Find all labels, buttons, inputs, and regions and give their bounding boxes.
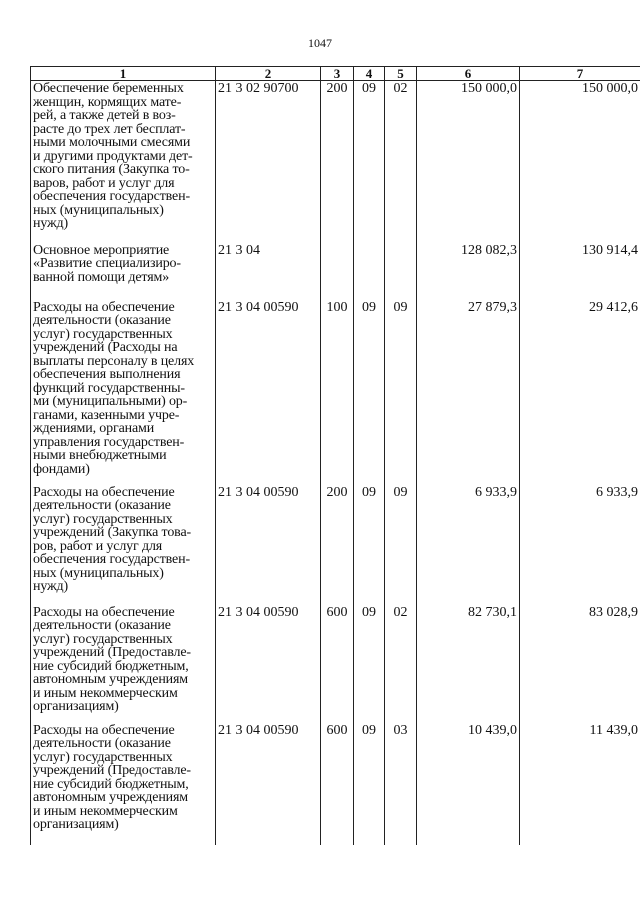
column-header-7: 7 (520, 67, 640, 81)
row-col4: 09 (354, 485, 385, 605)
row-col5: 03 (385, 723, 417, 845)
row-description-text: Расходы на обеспечение деятельности (оказание услуг) государственных учреждений (Предоставле- ние субсидий бюджетным, автономным учреждениям и иным некоммерческим организациям) (33, 604, 191, 714)
row-col3: 200 (321, 81, 354, 243)
row-amount-1: 82 730,1 (417, 605, 520, 723)
row-col3 (321, 243, 354, 300)
row-code: 21 3 04 00590 (216, 485, 321, 605)
table-row (31, 605, 640, 723)
row-description (31, 723, 216, 845)
row-amount-2: 150 000,0 (520, 81, 640, 243)
row-col3: 200 (321, 485, 354, 605)
row-col5: 09 (385, 300, 417, 485)
row-code: 21 3 04 (216, 243, 321, 300)
row-description-text: Основное мероприятие «Развитие специализиро- ванной помощи детям» (33, 242, 181, 285)
row-amount-2: 130 914,4 (520, 243, 640, 300)
row-description (31, 243, 216, 300)
table-row (31, 300, 640, 485)
row-description (31, 605, 216, 723)
row-col3: 600 (321, 605, 354, 723)
row-amount-1: 150 000,0 (417, 81, 520, 243)
row-code: 21 3 04 00590 (216, 723, 321, 845)
row-col4 (354, 243, 385, 300)
row-code: 21 3 04 00590 (216, 300, 321, 485)
row-col4: 09 (354, 605, 385, 723)
row-col5 (385, 243, 417, 300)
row-amount-2: 29 412,6 (520, 300, 640, 485)
column-header-4: 4 (354, 67, 385, 81)
row-amount-1: 128 082,3 (417, 243, 520, 300)
column-header-5: 5 (385, 67, 417, 81)
row-description (31, 300, 216, 485)
column-header-3: 3 (321, 67, 354, 81)
row-col3: 100 (321, 300, 354, 485)
table-row (31, 723, 640, 845)
table-row (31, 81, 640, 243)
table-row (31, 485, 640, 605)
budget-table (30, 66, 640, 845)
row-amount-2: 6 933,9 (520, 485, 640, 605)
column-header-1: 1 (31, 67, 216, 81)
row-col4: 09 (354, 81, 385, 243)
row-description-text: Обеспечение беременных женщин, кормящих мате- рей, а также детей в воз- расте до трех лет бесплат- ными молочными смесями и другими продуктами дет- ского питания (Закупка то- варов, работ и услуг для обеспечения государствен- ных (муниципальных) нужд) (33, 81, 193, 231)
row-description-text: Расходы на обеспечение деятельности (оказание услуг) государственных учреждений (Закупка това- ров, работ и услуг для обеспечения государствен- ных (муниципальных) нужд) (33, 484, 192, 594)
row-description (31, 485, 216, 605)
row-col5: 02 (385, 81, 417, 243)
row-description (31, 81, 216, 243)
row-amount-1: 10 439,0 (417, 723, 520, 845)
row-amount-2: 11 439,0 (520, 723, 640, 845)
row-code: 21 3 04 00590 (216, 605, 321, 723)
row-col4: 09 (354, 723, 385, 845)
row-amount-1: 6 933,9 (417, 485, 520, 605)
row-col4: 09 (354, 300, 385, 485)
table-header-row (31, 67, 640, 81)
row-amount-1: 27 879,3 (417, 300, 520, 485)
row-amount-2: 83 028,9 (520, 605, 640, 723)
column-header-6: 6 (417, 67, 520, 81)
row-description-text: Расходы на обеспечение деятельности (оказание услуг) государственных учреждений (Предоставле- ние субсидий бюджетным, автономным учреждениям и иным некоммерческим организациям) (33, 722, 191, 832)
row-col5: 02 (385, 605, 417, 723)
column-header-2: 2 (216, 67, 321, 81)
row-description-text: Расходы на обеспечение деятельности (оказание услуг) государственных учреждений (Расходы на выплаты персоналу в целях обеспечения выполнения функций государственны- ми (муниципальными) ор- ганами, казенными учре- ждениями, органами управления государствен- ными внебюджетными фондами) (33, 299, 195, 477)
row-code: 21 3 02 90700 (216, 81, 321, 243)
row-col5: 09 (385, 485, 417, 605)
page-number: 1047 (308, 36, 332, 50)
row-col3: 600 (321, 723, 354, 845)
table-row (31, 243, 640, 300)
